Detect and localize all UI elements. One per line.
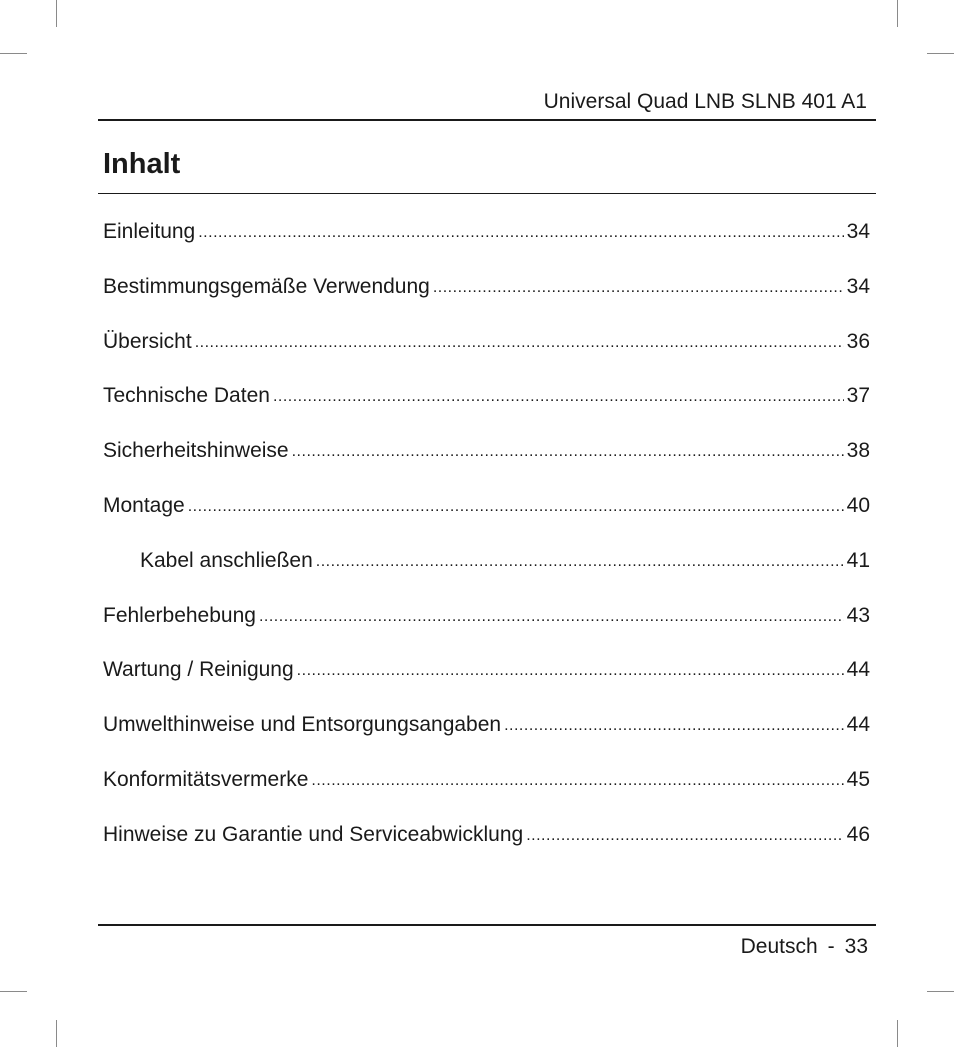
toc-leader: [195, 329, 844, 357]
toc-entry-konformitaetsvermerke[interactable]: [103, 766, 870, 821]
toc-leader: [311, 767, 843, 795]
toc-label: Fehlerbehebung: [103, 603, 256, 627]
toc-page-number: 44: [846, 658, 870, 682]
toc-page-number: 46: [846, 822, 870, 846]
toc-page-number: 43: [846, 603, 870, 627]
toc-page-number: 41: [846, 548, 870, 572]
title-rule: [98, 193, 876, 194]
crop-mark: [0, 53, 27, 54]
toc-entry-fehlerbehebung[interactable]: [103, 602, 870, 657]
toc-label: Montage: [103, 493, 185, 517]
page-footer: [741, 935, 868, 959]
toc-entry-wartung-reinigung[interactable]: [103, 656, 870, 711]
toc-label: Umwelthinweise und Entsorgungsangaben: [103, 713, 502, 737]
toc-page-number: 38: [846, 439, 870, 463]
toc-page-number: 37: [846, 384, 870, 408]
crop-mark: [897, 0, 898, 27]
toc-label: Kabel anschließen: [140, 548, 313, 572]
footer-page-number: 33: [844, 935, 868, 958]
toc-leader: [504, 712, 844, 740]
toc-entry-garantie-service[interactable]: [103, 821, 870, 876]
toc-entry-kabel-anschliessen[interactable]: [103, 547, 870, 602]
toc-page-number: 34: [846, 220, 870, 243]
crop-mark: [0, 991, 27, 992]
footer-language: Deutsch: [740, 935, 818, 958]
toc-entry-uebersicht[interactable]: [103, 328, 870, 383]
toc-page-number: 40: [846, 493, 870, 517]
crop-mark: [927, 991, 954, 992]
toc-entry-sicherheitshinweise[interactable]: [103, 437, 870, 492]
crop-mark: [927, 53, 954, 54]
crop-mark: [897, 1020, 898, 1047]
toc-page-number: 44: [846, 713, 870, 737]
toc-entry-technische-daten[interactable]: [103, 382, 870, 437]
toc-entry-einleitung[interactable]: [103, 218, 870, 273]
crop-mark: [56, 1020, 57, 1047]
toc-leader: [259, 603, 844, 631]
header-rule: [98, 119, 876, 121]
toc-leader: [273, 383, 844, 411]
toc-leader: [526, 822, 843, 850]
footer-rule: [98, 924, 876, 926]
toc-leader: [188, 493, 844, 521]
table-of-contents: [103, 218, 870, 876]
toc-leader: [433, 274, 844, 302]
toc-label: Wartung / Reinigung: [103, 658, 294, 682]
toc-label: Konformitätsvermerke: [103, 767, 309, 791]
footer-separator: -: [827, 935, 835, 958]
crop-mark: [56, 0, 57, 27]
toc-page-number: 34: [846, 274, 870, 298]
toc-leader: [292, 438, 844, 466]
toc-label: Technische Daten: [103, 384, 270, 408]
toc-label: Hinweise zu Garantie und Serviceabwicklung: [103, 822, 524, 846]
toc-leader: [316, 548, 844, 576]
toc-page-number: 36: [846, 329, 870, 353]
product-title: Universal Quad LNB SLNB 401 A1: [543, 90, 867, 113]
toc-label: Einleitung: [103, 220, 196, 243]
toc-leader: [297, 657, 844, 685]
toc-entry-bestimmungsgemaesse-verwendung[interactable]: [103, 273, 870, 328]
toc-label: Übersicht: [103, 329, 192, 353]
toc-label: Bestimmungsgemäße Verwendung: [103, 274, 430, 298]
toc-label: Sicherheitshinweise: [103, 439, 289, 463]
toc-page-number: 45: [846, 767, 870, 791]
toc-entry-umwelthinweise[interactable]: [103, 711, 870, 766]
toc-entry-montage[interactable]: [103, 492, 870, 547]
toc-leader: [198, 219, 843, 247]
page-title: Inhalt: [103, 148, 181, 180]
